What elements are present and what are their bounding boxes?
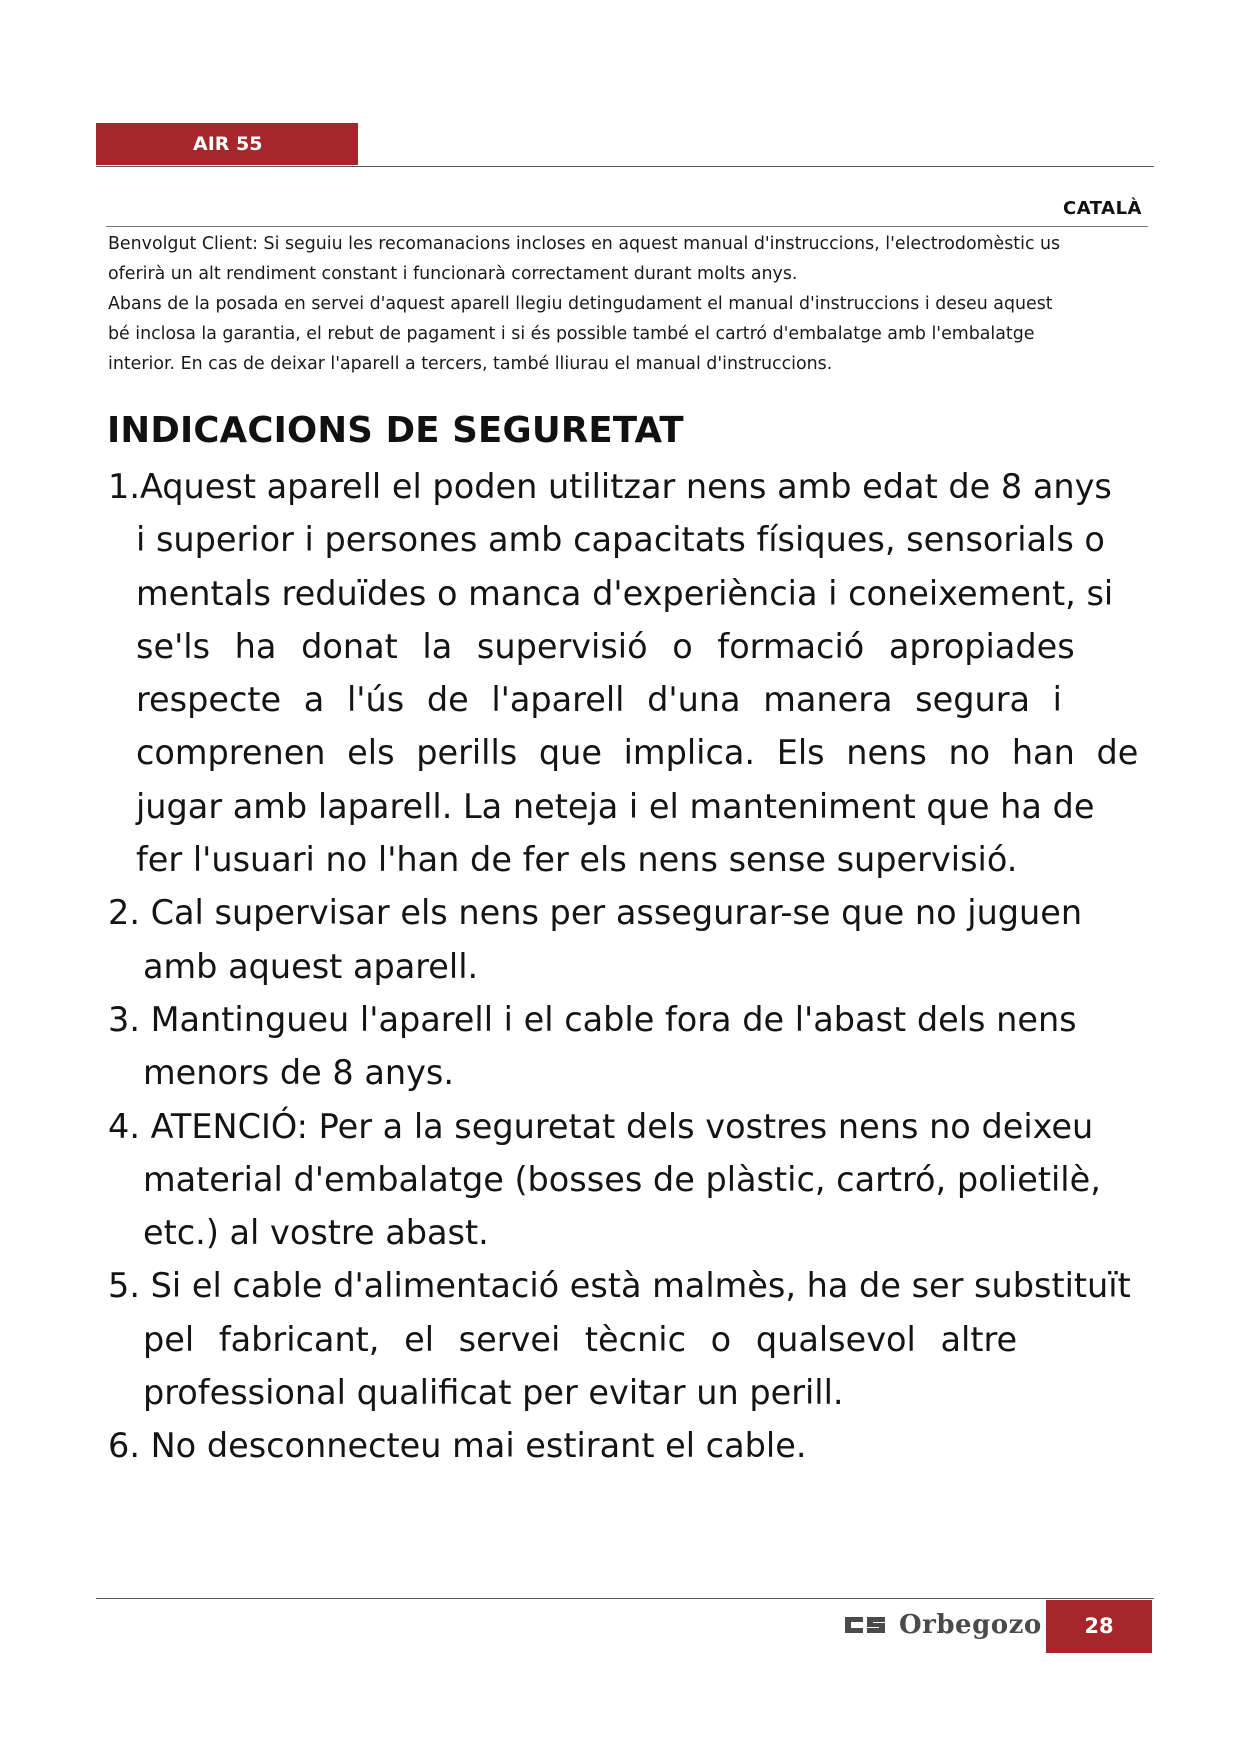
rule-line: pel fabricant, el servei tècnic o qualsevol altre	[143, 1319, 1018, 1359]
rule-line: 4. ATENCIÓ: Per a la seguretat dels vostres nens no deixeu	[108, 1106, 1094, 1146]
intro-paragraph	[108, 229, 1148, 379]
orbegozo-logo-icon	[843, 1614, 887, 1636]
intro-line: Abans de la posada en servei d'aquest aparell llegiu detingudament el manual d'instruccions i deseu aquest	[108, 294, 1053, 314]
rule-line: fer l'usuari no l'han de fer els nens sense supervisió.	[136, 840, 1018, 880]
rule-line: se'ls ha donat la supervisió o formació apropiades	[136, 626, 1075, 666]
safety-rule-6	[108, 1419, 1168, 1472]
rule-line: 5. Si el cable d'alimentació està malmès, ha de ser substituït	[108, 1266, 1131, 1306]
brand-name: Orbegozo	[899, 1610, 1042, 1640]
safety-rule-2	[108, 886, 1168, 993]
rule-line: mentals reduïdes o manca d'experiència i coneixement, si	[136, 573, 1114, 613]
section-title: INDICACIONS DE SEGURETAT	[107, 410, 684, 451]
rule-line: material d'embalatge (bosses de plàstic, cartró, polietilè,	[143, 1159, 1101, 1199]
header-divider	[96, 166, 1154, 167]
rule-line: 1.Aquest aparell el poden utilitzar nens amb edat de 8 anys	[108, 467, 1112, 506]
safety-rule-5	[108, 1259, 1168, 1419]
brand-logo	[843, 1610, 1042, 1640]
rule-line: etc.) al vostre abast.	[143, 1213, 489, 1253]
intro-line: oferirà un alt rendiment constant i funcionarà correctament durant molts anys.	[108, 264, 798, 284]
model-tab	[96, 123, 358, 165]
rule-line: 6. No desconnecteu mai estirant el cable.	[108, 1426, 807, 1466]
rule-line: i superior i persones amb capacitats físiques, sensorials o	[136, 520, 1105, 560]
intro-divider	[106, 226, 1148, 227]
footer-divider	[96, 1598, 1154, 1599]
rule-line: 2. Cal supervisar els nens per assegurar-se que no juguen	[108, 893, 1083, 933]
safety-rule-4	[108, 1100, 1168, 1260]
safety-rule-1	[108, 460, 1168, 886]
model-name: AIR 55	[193, 133, 263, 155]
rule-line: respecte a l'ús de l'aparell d'una manera segura i	[136, 680, 1062, 720]
rule-line: 3. Mantingueu l'aparell i el cable fora de l'abast dels nens	[108, 999, 1077, 1039]
language-label: CATALÀ	[1063, 198, 1142, 219]
intro-line: interior. En cas de deixar l'aparell a tercers, també lliurau el manual d'instruccions.	[108, 354, 833, 374]
page-number: 28	[1046, 1600, 1152, 1653]
intro-line: bé inclosa la garantia, el rebut de pagament i si és possible també el cartró d'embalatge amb l'embalatge	[108, 324, 1035, 344]
rule-line: comprenen els perills que implica. Els nens no han de	[136, 733, 1139, 773]
rule-line: amb aquest aparell.	[143, 946, 479, 986]
rule-line: jugar amb laparell. La neteja i el manteniment que ha de	[136, 786, 1095, 826]
rule-line: professional qualificat per evitar un perill.	[143, 1373, 844, 1413]
intro-line: Benvolgut Client: Si seguiu les recomanacions incloses en aquest manual d'instruccions, l'electrodomèstic us	[108, 234, 1061, 254]
safety-rule-3	[108, 993, 1168, 1100]
safety-rules-list	[108, 460, 1168, 1473]
rule-line: menors de 8 anys.	[143, 1053, 455, 1093]
